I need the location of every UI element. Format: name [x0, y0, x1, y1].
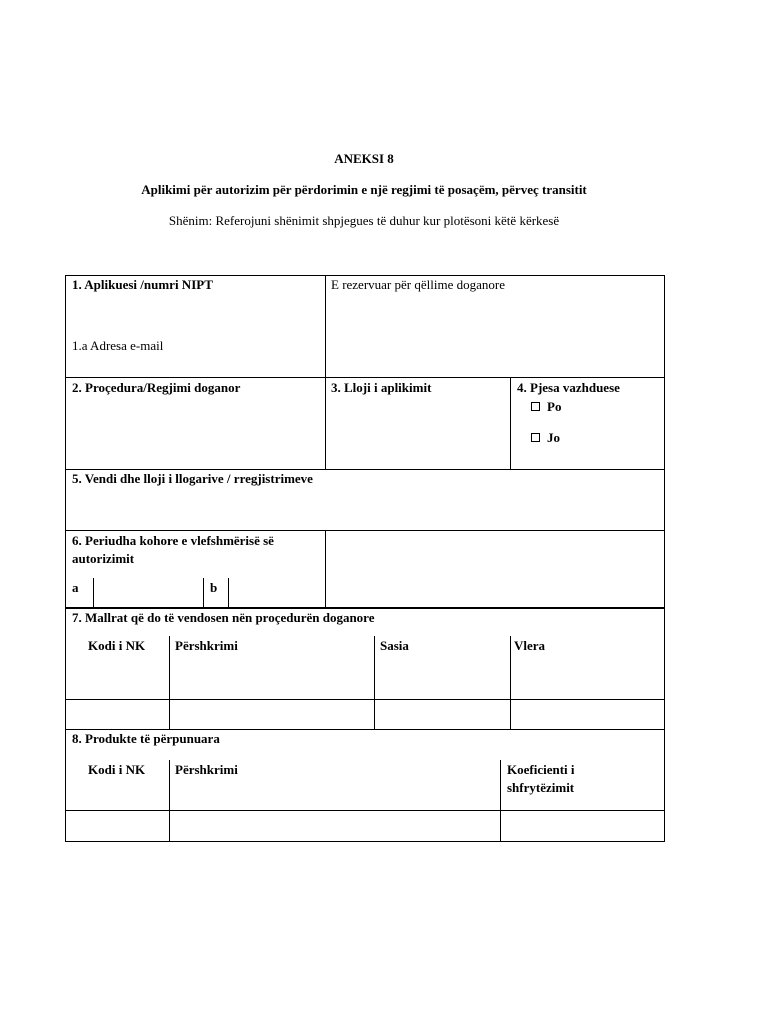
- annex-number: ANEKSI 8: [334, 151, 394, 166]
- products-label: 8. Produkte të përpunuara: [72, 731, 220, 746]
- accounts-field[interactable]: [66, 490, 664, 529]
- goods-row-quantity[interactable]: [375, 700, 509, 728]
- goods-row-value[interactable]: [511, 700, 663, 728]
- goods-col-description: Përshkrimi: [175, 638, 238, 653]
- goods-label: 7. Mallrat që do të vendosen nën proçedurën doganore: [72, 610, 375, 625]
- goods-row-description[interactable]: [170, 700, 373, 728]
- validity-sub-a: a: [72, 580, 79, 595]
- goods-col-quantity: Sasia: [380, 638, 409, 653]
- products-row-code[interactable]: [66, 811, 168, 840]
- validity-right-field[interactable]: [326, 531, 664, 607]
- accounts-label: 5. Vendi dhe lloji i llogarive / rregjistrimeve: [72, 471, 313, 486]
- application-type-field[interactable]: [326, 398, 509, 468]
- option-no-label: Jo: [547, 430, 560, 445]
- goods-col-code: Kodi i NK: [88, 638, 146, 653]
- checkbox-yes[interactable]: [531, 402, 540, 411]
- validity-field-b[interactable]: [229, 579, 324, 607]
- option-yes-label: Po: [547, 399, 562, 414]
- continuation-label: 4. Pjesa vazhduese: [517, 380, 620, 395]
- applicant-field[interactable]: [66, 295, 324, 376]
- products-row-description[interactable]: [170, 811, 499, 840]
- checkbox-no[interactable]: [531, 433, 540, 442]
- validity-sub-b: b: [210, 580, 218, 595]
- products-col-coefficient-line1: Koeficienti i: [507, 762, 575, 777]
- procedure-field[interactable]: [66, 398, 324, 468]
- products-col-code: Kodi i NK: [88, 762, 146, 777]
- email-label: 1.a Adresa e-mail: [72, 338, 164, 353]
- form-note: Shënim: Referojuni shënimit shpjegues të duhur kur plotësoni këtë kërkesë: [168, 213, 560, 228]
- products-col-coefficient-line2: shfrytëzimit: [507, 780, 575, 795]
- reserved-label: E rezervuar për qëllime doganore: [331, 277, 505, 292]
- products-col-description: Përshkrimi: [175, 762, 238, 777]
- goods-col-value: Vlera: [514, 638, 546, 653]
- form-title: Aplikimi për autorizim për përdorimin e një regjimi të posaçëm, përveç transitit: [141, 182, 587, 197]
- goods-row-code[interactable]: [66, 700, 168, 728]
- procedure-label: 2. Proçedura/Regjimi doganor: [72, 380, 241, 395]
- validity-field-a[interactable]: [94, 579, 202, 607]
- products-row-coefficient[interactable]: [501, 811, 663, 840]
- applicant-label: 1. Aplikuesi /numri NIPT: [72, 277, 213, 292]
- validity-label-line2: autorizimit: [72, 551, 135, 566]
- validity-label-line1: 6. Periudha kohore e vlefshmërisë së: [72, 533, 274, 548]
- application-type-label: 3. Lloji i aplikimit: [331, 380, 432, 395]
